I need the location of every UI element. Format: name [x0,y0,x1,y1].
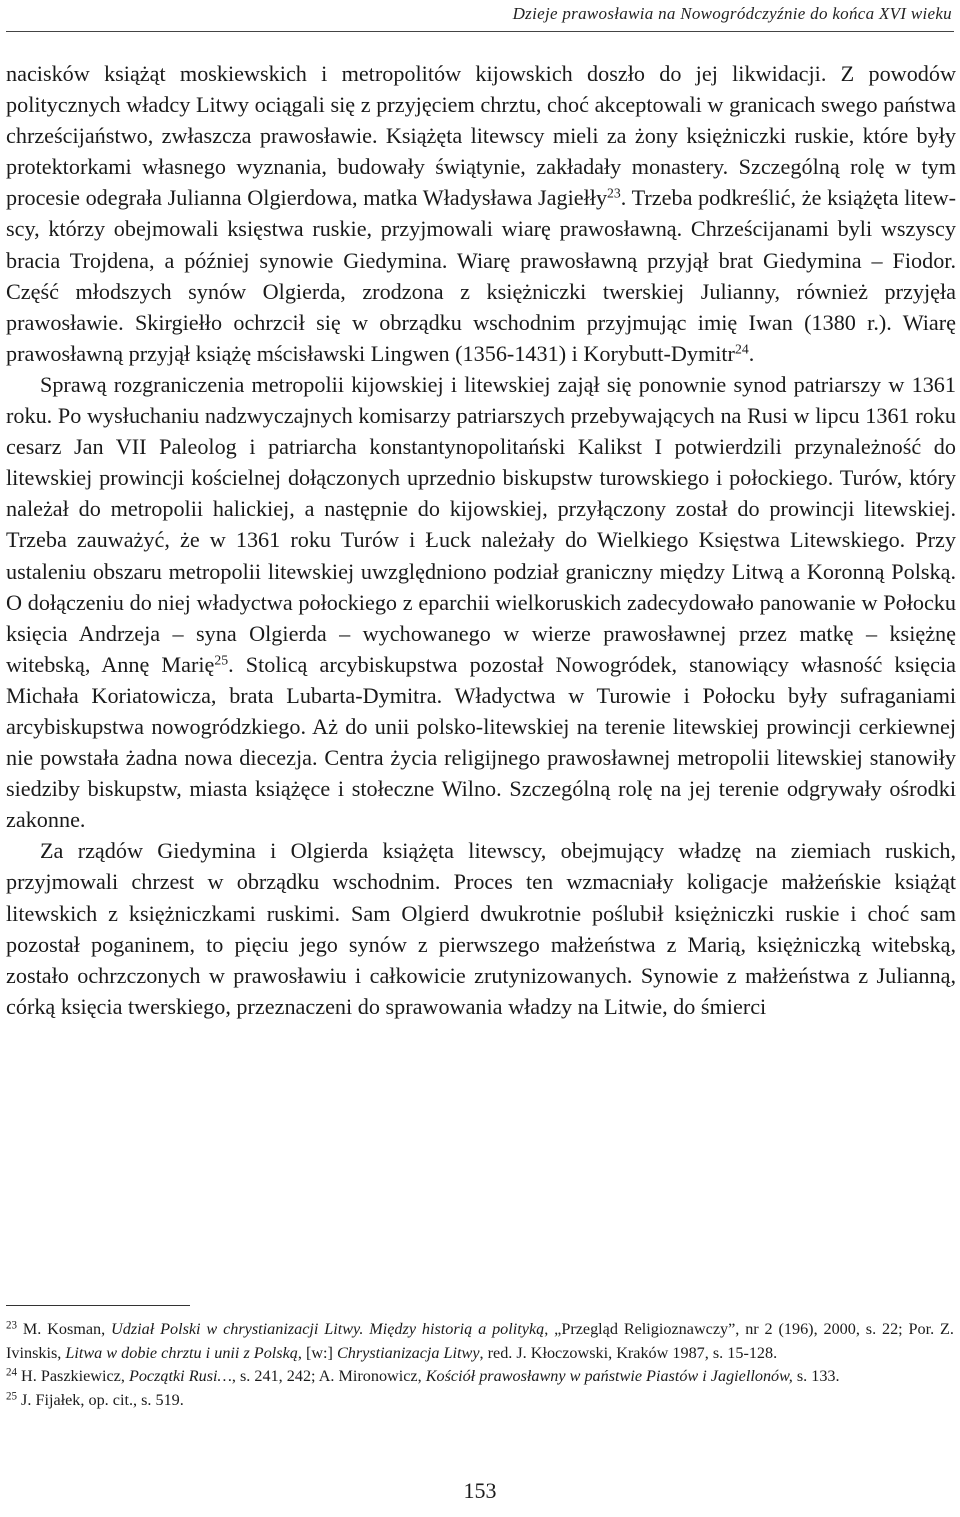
paragraph-3-text-0: Za rządów Giedymina i Olgierda książęta litewscy, obejmujący władzę na ziemiach ruskich, przyjmowali chrzest w obrządku wschodnim. Proces ten wzmacniały koligacje małżeńskie książąt litewskich z księżniczkami ruskimi. Sam Olgierd dwukrotnie poślubił księżniczki ruskie i choć sam pozostał poganinem, to pięciu jego synów z pierwszego małżeństwa z Marią, księżniczką witebską, zostało ochrzczonych w prawosławiu i całkowicie zrutynizowanych. Synowie z małżeństwa z Julianną, córką księcia twerskiego, przeznaczeni do sprawowania władzy na Litwie, do śmierci [6,838,956,1019]
paragraph-2-text-0: Sprawą rozgraniczenia metropolii kijowskiej i litewskiej zajął się ponownie synod patriarszy w 1361 roku. Po wysłuchaniu nadzwyczajnych komisarzy patriarszych przebywających na Rusi w lipcu 1361 roku cesarz Jan VII Paleolog i patriarcha konstantynopolitański Kalikst I potwierdzili przynależność do litewskiej prowincji kościelnej dołączonych uprzednio biskupstw turowskiego i połockiego. Turów, który należał do metropolii halickiej, a następnie do kijowskiej, przyłączony został do prowincji litewskiej. Trzeba zauważyć, że w 1361 roku Turów i Łuck należały do Wielkiego Księstwa Litewskiego. Przy ustaleniu obszaru metropolii litewskiej uwzględniono podział graniczny między Litwą a Koronną Polską. O dołączeniu do niej władyctwa połockiego z eparchii wielkoruskich zadecydowało panowanie w Połocku księcia Andrzeja – syna Olgierda – wychowanego w wierze prawosławnej przez matkę – księżnę witebską, Annę Marię [6,371,956,677]
footnote-25 [6,1389,954,1413]
footnote-25-text-0: J. Fijałek, op. cit., s. 519. [17,1390,184,1409]
footnote-23-italic-1: Udział Polski w chrystianizacji Litwy. Między historią a polityką [111,1320,545,1338]
footnote-23-text-2: , „Przegląd Religioznawczy”, nr 2 (196), 2000, s. 22; Por. Z. Ivinskis, [6,1320,954,1362]
paragraph-1-text-2: . Trzeba podkreślić, że książęta litewscy, którzy obejmowali księstwa ruskie, przyjmowali wiarę prawosławną. Chrześcijanami byli wszyscy bracia Trojdena, a później synowie Giedymina. Wiarę prawosławną przyjął brat Giedymina – Fiodor. Część młodszych synów Olgierda, zrodzona z księżniczki twerskiej Julianny, również przyjęła prawosławie. Skirgiełło ochrzcił się w obrządku wschodnim przyjmując imię Iwan (1380 r.). Wiarę prawosławną przyjął książę mścisławski Lingwen (1356-1431) i Korybutt-Dymitr [6,185,956,366]
footnotes [6,1318,954,1412]
footnote-23-text-0: M. Kosman, [17,1320,112,1338]
footnote-ref-25: 25 [214,652,229,668]
footnote-24-text-0: H. Paszkiewicz, [17,1367,129,1385]
footnote-number-25: 25 [6,1390,17,1402]
page-number: 153 [463,1478,497,1503]
footnote-23-italic-3: Litwa w dobie chrztu i unii z Polską [65,1343,298,1362]
footnote-23-text-4: , [w:] [297,1343,337,1362]
footnote-24-text-2: , s. 241, 242; A. Mironowicz, [231,1367,426,1385]
footnote-23-italic-5: Chrystianizacja Litwy [336,1343,480,1362]
running-head: Dzieje prawosławia na Nowogródczyźnie do końca XVI wieku [512,4,952,23]
paragraph-2 [6,369,956,835]
paragraph-3 [6,835,956,1022]
paragraph-1 [6,58,956,369]
paragraph-1-text-4: . [748,340,755,366]
footnote-ref-23: 23 [607,185,621,201]
footnote-ref-24: 24 [734,341,749,357]
paragraph-1-text-0: nacisków książąt moskiewskich i metropolitów kijowskich doszło do jej likwidacji. Z powodów politycznych władcy Litwy ociągali się z przyjęciem chrztu, choć akceptowali w granicach swego państwa chrześcijaństwo, zwłaszcza prawosławie. Książęta litewscy mieli za żony księżniczki ruskie, które były protektorkami własnego wyznania, budowały świątynie, zakładały monastery. Szczególną rolę w tym procesie odegrała Julianna Olgierdowa, matka Władysława Jagiełły [6,61,956,211]
footnote-rule [6,1305,190,1306]
footnote-24-italic-1: Początki Rusi… [128,1367,232,1385]
footnote-23-text-6: , red. J. Kłoczowski, Kraków 1987, s. 15-128. [479,1343,778,1362]
paragraph-2-text-2: . Stolicą arcybiskupstwa pozostał Nowogródek, stanowiący własność księcia Michała Koriatowicza, brata Lubarta-Dymitra. Władyctwa w Turowie i Połocku były sufraganiami arcybiskupstwa nowogródzkiego. Aż do unii polsko-litewskiej na terenie litewskiej prowincji cerkiewnej nie powstała żadna nowa diecezja. Centra życia religijnego prawosławnej metropolii litewskiej stanowiły siedziby biskupstw, miasta książęce i stołeczne Wilno. Szczególną rolę na jej terenie odgrywały ośrodki zakonne. [6,651,956,833]
footnote-23 [6,1318,954,1365]
header-rule [6,31,954,32]
footnote-number-23: 23 [6,1319,17,1332]
body-text [6,58,956,1022]
footnote-24-text-4: s. 133. [792,1367,840,1385]
footnote-24-italic-3: Kościół prawosławny w państwie Piastów i Jagiellonów, [425,1367,793,1385]
footnote-24 [6,1365,954,1389]
footnote-number-24: 24 [6,1366,17,1379]
